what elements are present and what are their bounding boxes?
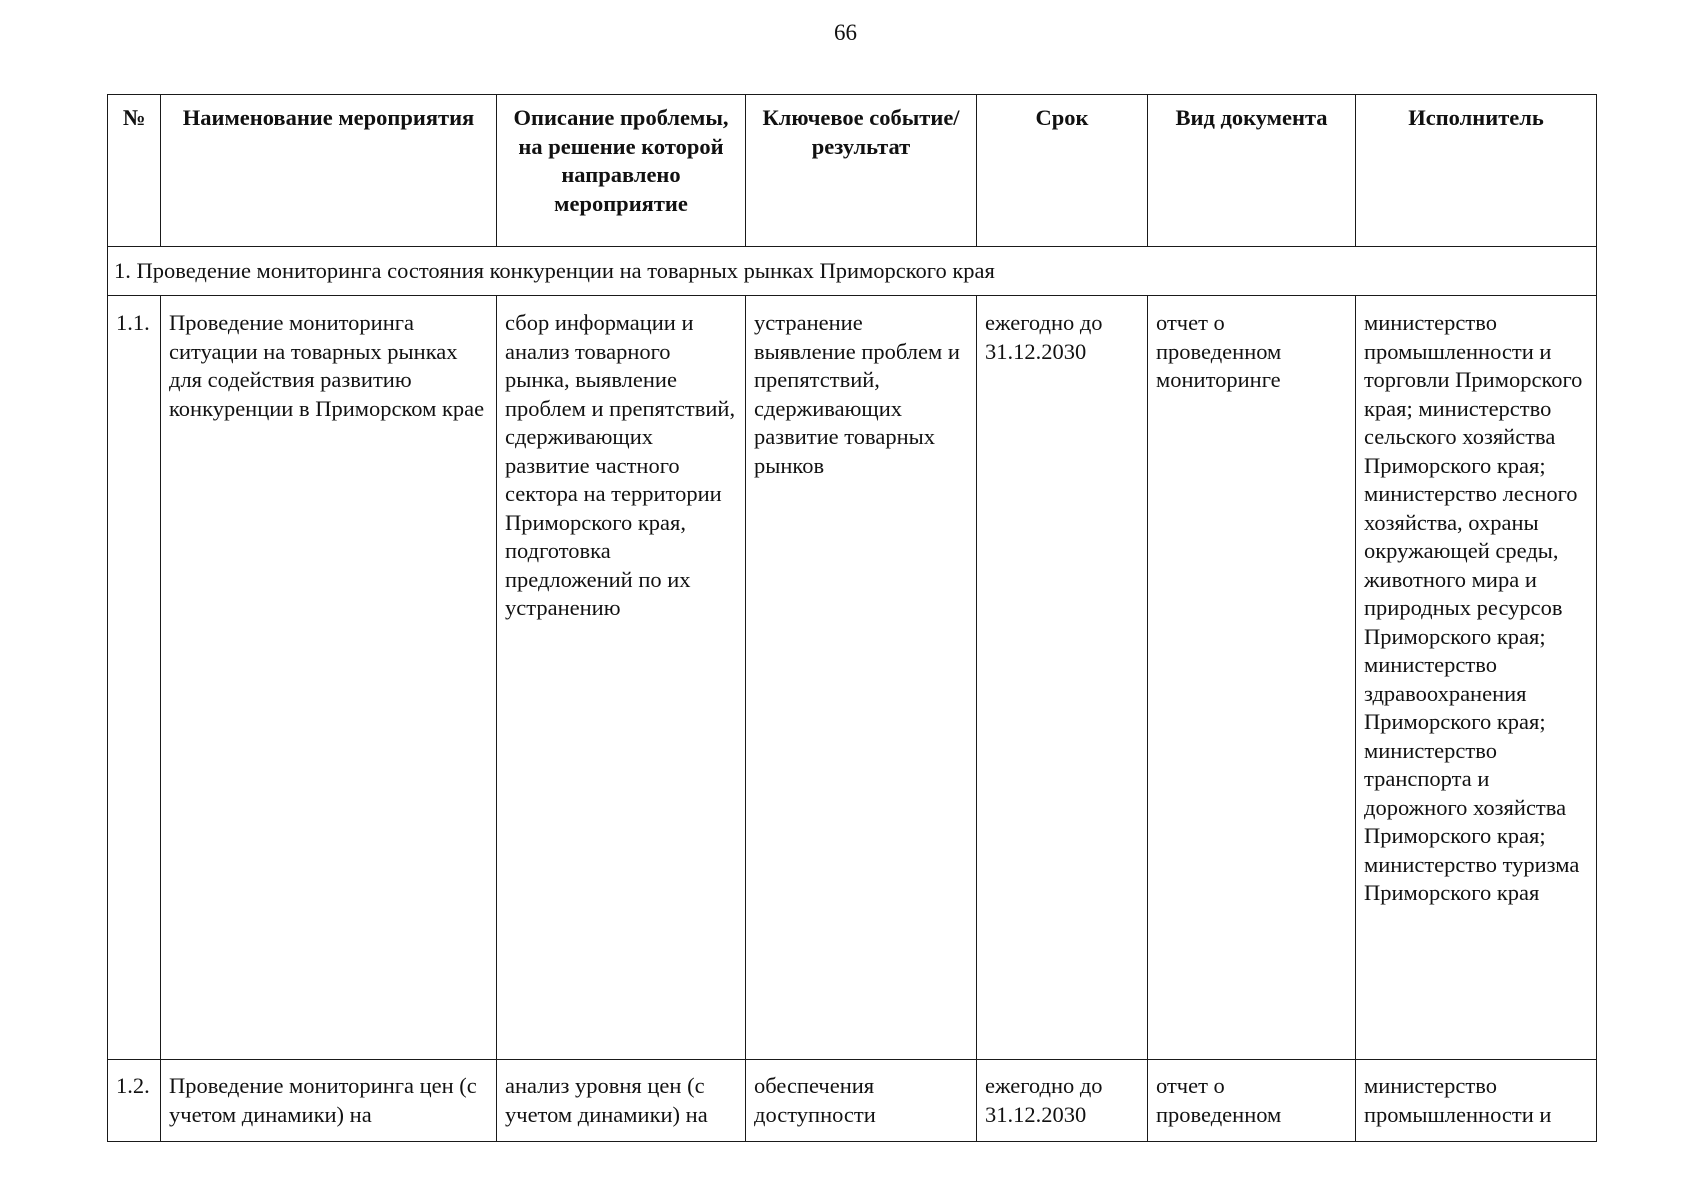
- row-document-type: отчет о проведенном мониторинге: [1148, 296, 1356, 1060]
- row-number: 1.1.: [108, 296, 161, 1060]
- header-problem-description: Описание проблемы, на решение которой направлено мероприятие: [497, 95, 746, 247]
- row-deadline: ежегодно до 31.12.2030: [977, 1060, 1148, 1142]
- measures-table: [107, 94, 1597, 1142]
- row-measure-name: Проведение мониторинга ситуации на товарных рынках для содействия развитию конкуренции в Приморском крае: [161, 296, 497, 1060]
- header-executor: Исполнитель: [1356, 95, 1597, 247]
- page-number: 66: [834, 20, 857, 45]
- row-problem-description: сбор информации и анализ товарного рынка, выявление проблем и препятствий, сдерживающих развитие частного сектора на территории Приморского края, подготовка предложений по их устранению: [497, 296, 746, 1060]
- section-title: 1. Проведение мониторинга состояния конкуренции на товарных рынках Приморского края: [108, 247, 1597, 296]
- row-executor: министерство промышленности и: [1356, 1060, 1597, 1142]
- row-executor: министерство промышленности и торговли Приморского края; министерство сельского хозяйства Приморского края; министерство лесного хозяйства, охраны окружающей среды, животного мира и природных ресурсов Приморского края; министерство здравоохранения Приморского края; министерство транспорта и дорожного хозяйства Приморского края; министерство туризма Приморского края: [1356, 296, 1597, 1060]
- header-document-type: Вид документа: [1148, 95, 1356, 247]
- row-document-type: отчет о проведенном: [1148, 1060, 1356, 1142]
- header-deadline: Срок: [977, 95, 1148, 247]
- table-row: [108, 296, 1597, 1060]
- header-key-result: Ключевое событие/результат: [746, 95, 977, 247]
- row-number: 1.2.: [108, 1060, 161, 1142]
- row-problem-description: анализ уровня цен (с учетом динамики) на: [497, 1060, 746, 1142]
- row-key-result: устранение выявление проблем и препятствий, сдерживающих развитие товарных рынков: [746, 296, 977, 1060]
- table-header-row: [108, 95, 1597, 247]
- row-key-result: обеспечения доступности: [746, 1060, 977, 1142]
- section-row: [108, 247, 1597, 296]
- header-measure-name: Наименование мероприятия: [161, 95, 497, 247]
- table-row: [108, 1060, 1597, 1142]
- row-deadline: ежегодно до 31.12.2030: [977, 296, 1148, 1060]
- header-number: №: [108, 95, 161, 247]
- row-measure-name: Проведение мониторинга цен (с учетом динамики) на: [161, 1060, 497, 1142]
